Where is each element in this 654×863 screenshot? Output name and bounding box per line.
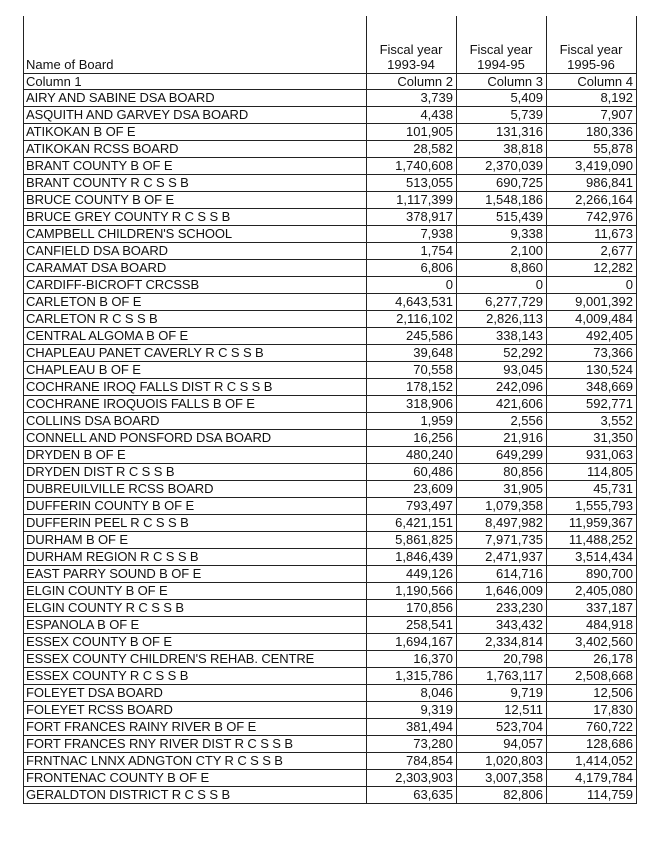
table-row [24,447,637,464]
fy-1994-95-cell: 2,100 [457,243,547,260]
table-row [24,583,637,600]
fy-1995-96-cell: 2,677 [547,243,637,260]
fy-1993-94-cell: 6,421,151 [367,515,457,532]
fy-1995-96-cell: 484,918 [547,617,637,634]
fy-1993-94-cell: 170,856 [367,600,457,617]
fiscal-year-value: 1993-94 [387,57,435,72]
fy-1993-94-cell: 4,438 [367,107,457,124]
fy-1995-96-cell: 1,414,052 [547,753,637,770]
table-row [24,311,637,328]
table-row [24,158,637,175]
column-3-label: Column 3 [457,74,547,90]
table-row [24,634,637,651]
fy-1995-96-cell: 4,179,784 [547,770,637,787]
fy-1994-95-cell: 614,716 [457,566,547,583]
fy-1995-96-cell: 9,001,392 [547,294,637,311]
table-row [24,685,637,702]
fy-1995-96-cell: 1,555,793 [547,498,637,515]
header-row [24,16,637,74]
fiscal-year-heading-1994-95 [457,16,547,74]
table-row [24,209,637,226]
table-row [24,175,637,192]
fy-1995-96-cell: 114,805 [547,464,637,481]
fy-1994-95-cell: 9,719 [457,685,547,702]
fy-1994-95-cell: 3,007,358 [457,770,547,787]
table-row [24,753,637,770]
table-row [24,430,637,447]
table-row [24,736,637,753]
fy-1993-94-cell: 1,959 [367,413,457,430]
board-name-cell: CANFIELD DSA BOARD [24,243,367,260]
fy-1995-96-cell: 3,402,560 [547,634,637,651]
fy-1993-94-cell: 1,315,786 [367,668,457,685]
board-funding-table [23,16,637,804]
fy-1993-94-cell: 63,635 [367,787,457,804]
board-name-cell: COCHRANE IROQ FALLS DIST R C S S B [24,379,367,396]
column-1-label: Column 1 [24,74,367,90]
fy-1993-94-cell: 480,240 [367,447,457,464]
fy-1993-94-cell: 16,256 [367,430,457,447]
fy-1995-96-cell: 55,878 [547,141,637,158]
table-row [24,787,637,804]
board-name-cell: COCHRANE IROQUOIS FALLS B OF E [24,396,367,413]
table-row [24,651,637,668]
fy-1993-94-cell: 3,739 [367,90,457,107]
fy-1993-94-cell: 39,648 [367,345,457,362]
board-name-cell: ESPANOLA B OF E [24,617,367,634]
fy-1994-95-cell: 338,143 [457,328,547,345]
board-name-cell: ATIKOKAN B OF E [24,124,367,141]
fiscal-year-label: Fiscal year [469,42,533,57]
board-name-cell: AIRY AND SABINE DSA BOARD [24,90,367,107]
fy-1995-96-cell: 31,350 [547,430,637,447]
table-row [24,668,637,685]
table-row [24,702,637,719]
fy-1995-96-cell: 130,524 [547,362,637,379]
fy-1995-96-cell: 348,669 [547,379,637,396]
fy-1993-94-cell: 28,582 [367,141,457,158]
table-row [24,107,637,124]
fy-1995-96-cell: 2,508,668 [547,668,637,685]
fy-1993-94-cell: 9,319 [367,702,457,719]
fy-1993-94-cell: 381,494 [367,719,457,736]
column-number-row [24,74,637,90]
fy-1995-96-cell: 760,722 [547,719,637,736]
fy-1993-94-cell: 1,117,399 [367,192,457,209]
fy-1994-95-cell: 649,299 [457,447,547,464]
fy-1993-94-cell: 1,754 [367,243,457,260]
fy-1993-94-cell: 4,643,531 [367,294,457,311]
fy-1993-94-cell: 5,861,825 [367,532,457,549]
fy-1995-96-cell: 8,192 [547,90,637,107]
fy-1994-95-cell: 21,916 [457,430,547,447]
fy-1993-94-cell: 101,905 [367,124,457,141]
fiscal-year-label: Fiscal year [379,42,443,57]
table-row [24,345,637,362]
table-row [24,413,637,430]
fy-1993-94-cell: 1,190,566 [367,583,457,600]
fy-1995-96-cell: 0 [547,277,637,294]
fy-1994-95-cell: 2,826,113 [457,311,547,328]
fy-1993-94-cell: 23,609 [367,481,457,498]
fy-1994-95-cell: 131,316 [457,124,547,141]
fy-1994-95-cell: 7,971,735 [457,532,547,549]
fy-1994-95-cell: 80,856 [457,464,547,481]
fy-1995-96-cell: 11,959,367 [547,515,637,532]
fy-1995-96-cell: 3,514,434 [547,549,637,566]
fy-1993-94-cell: 60,486 [367,464,457,481]
table-row [24,600,637,617]
fy-1994-95-cell: 1,548,186 [457,192,547,209]
board-name-cell: CHAPLEAU PANET CAVERLY R C S S B [24,345,367,362]
board-name-cell: CHAPLEAU B OF E [24,362,367,379]
table-row [24,379,637,396]
fy-1994-95-cell: 5,409 [457,90,547,107]
table-row [24,396,637,413]
fy-1993-94-cell: 1,694,167 [367,634,457,651]
fy-1993-94-cell: 1,740,608 [367,158,457,175]
board-name-cell: DUFFERIN PEEL R C S S B [24,515,367,532]
fy-1995-96-cell: 180,336 [547,124,637,141]
board-name-cell: DURHAM B OF E [24,532,367,549]
table-row [24,243,637,260]
fy-1994-95-cell: 343,432 [457,617,547,634]
table-body [24,90,637,804]
fy-1994-95-cell: 1,763,117 [457,668,547,685]
board-name-cell: ELGIN COUNTY B OF E [24,583,367,600]
fy-1995-96-cell: 3,419,090 [547,158,637,175]
board-name-cell: DRYDEN DIST R C S S B [24,464,367,481]
table-row [24,362,637,379]
table-row [24,549,637,566]
fy-1994-95-cell: 0 [457,277,547,294]
fy-1993-94-cell: 378,917 [367,209,457,226]
board-name-cell: ESSEX COUNTY B OF E [24,634,367,651]
fy-1995-96-cell: 73,366 [547,345,637,362]
table-header [24,16,637,90]
board-name-cell: FORT FRANCES RNY RIVER DIST R C S S B [24,736,367,753]
board-name-cell: BRUCE COUNTY B OF E [24,192,367,209]
table-row [24,141,637,158]
board-name-cell: CARLETON R C S S B [24,311,367,328]
fiscal-year-value: 1994-95 [477,57,525,72]
board-name-cell: ELGIN COUNTY R C S S B [24,600,367,617]
fy-1994-95-cell: 38,818 [457,141,547,158]
fy-1993-94-cell: 0 [367,277,457,294]
fy-1993-94-cell: 6,806 [367,260,457,277]
board-name-cell: DUBREUILVILLE RCSS BOARD [24,481,367,498]
fy-1994-95-cell: 523,704 [457,719,547,736]
board-name-cell: DRYDEN B OF E [24,447,367,464]
fy-1994-95-cell: 421,606 [457,396,547,413]
fy-1994-95-cell: 8,497,982 [457,515,547,532]
fy-1995-96-cell: 114,759 [547,787,637,804]
fy-1994-95-cell: 2,370,039 [457,158,547,175]
board-name-cell: CARDIFF-BICROFT CRCSSB [24,277,367,294]
fy-1993-94-cell: 2,116,102 [367,311,457,328]
board-name-cell: FRONTENAC COUNTY B OF E [24,770,367,787]
fy-1994-95-cell: 20,798 [457,651,547,668]
column-2-label: Column 2 [367,74,457,90]
column-4-label: Column 4 [547,74,637,90]
fy-1995-96-cell: 26,178 [547,651,637,668]
fy-1994-95-cell: 233,230 [457,600,547,617]
fy-1995-96-cell: 7,907 [547,107,637,124]
fy-1994-95-cell: 52,292 [457,345,547,362]
table-row [24,617,637,634]
table-row [24,532,637,549]
fy-1995-96-cell: 592,771 [547,396,637,413]
fy-1995-96-cell: 742,976 [547,209,637,226]
board-name-cell: FOLEYET DSA BOARD [24,685,367,702]
table-row [24,192,637,209]
table-row [24,294,637,311]
board-name-cell: BRANT COUNTY R C S S B [24,175,367,192]
fy-1994-95-cell: 1,079,358 [457,498,547,515]
board-name-cell: DUFFERIN COUNTY B OF E [24,498,367,515]
fy-1995-96-cell: 17,830 [547,702,637,719]
board-name-cell: COLLINS DSA BOARD [24,413,367,430]
fy-1995-96-cell: 890,700 [547,566,637,583]
fy-1993-94-cell: 245,586 [367,328,457,345]
fy-1993-94-cell: 73,280 [367,736,457,753]
board-name-cell: BRUCE GREY COUNTY R C S S B [24,209,367,226]
board-name-cell: CAMPBELL CHILDREN'S SCHOOL [24,226,367,243]
table-row [24,719,637,736]
board-name-cell: CENTRAL ALGOMA B OF E [24,328,367,345]
board-name-cell: EAST PARRY SOUND B OF E [24,566,367,583]
fy-1993-94-cell: 7,938 [367,226,457,243]
board-name-cell: CARLETON B OF E [24,294,367,311]
fy-1995-96-cell: 11,673 [547,226,637,243]
fy-1995-96-cell: 3,552 [547,413,637,430]
table-row [24,124,637,141]
table-row [24,226,637,243]
fy-1994-95-cell: 690,725 [457,175,547,192]
fy-1995-96-cell: 492,405 [547,328,637,345]
fy-1994-95-cell: 2,471,937 [457,549,547,566]
fy-1995-96-cell: 4,009,484 [547,311,637,328]
fy-1993-94-cell: 70,558 [367,362,457,379]
fy-1995-96-cell: 986,841 [547,175,637,192]
fiscal-year-label: Fiscal year [559,42,623,57]
board-name-cell: CARAMAT DSA BOARD [24,260,367,277]
fy-1994-95-cell: 31,905 [457,481,547,498]
fy-1994-95-cell: 93,045 [457,362,547,379]
fy-1994-95-cell: 2,334,814 [457,634,547,651]
fy-1994-95-cell: 6,277,729 [457,294,547,311]
board-name-cell: FORT FRANCES RAINY RIVER B OF E [24,719,367,736]
table-row [24,464,637,481]
fy-1994-95-cell: 515,439 [457,209,547,226]
fy-1994-95-cell: 94,057 [457,736,547,753]
fy-1995-96-cell: 337,187 [547,600,637,617]
board-name-cell: ESSEX COUNTY CHILDREN'S REHAB. CENTRE [24,651,367,668]
fy-1994-95-cell: 242,096 [457,379,547,396]
fy-1995-96-cell: 2,266,164 [547,192,637,209]
table-row [24,90,637,107]
fy-1995-96-cell: 2,405,080 [547,583,637,600]
board-funding-table-page [23,16,636,804]
board-name-cell: ASQUITH AND GARVEY DSA BOARD [24,107,367,124]
fy-1995-96-cell: 128,686 [547,736,637,753]
fy-1993-94-cell: 2,303,903 [367,770,457,787]
fy-1994-95-cell: 12,511 [457,702,547,719]
table-row [24,566,637,583]
fy-1993-94-cell: 793,497 [367,498,457,515]
fy-1995-96-cell: 12,506 [547,685,637,702]
fy-1994-95-cell: 2,556 [457,413,547,430]
board-name-cell: DURHAM REGION R C S S B [24,549,367,566]
fy-1994-95-cell: 1,020,803 [457,753,547,770]
fy-1994-95-cell: 9,338 [457,226,547,243]
fy-1994-95-cell: 8,860 [457,260,547,277]
fy-1993-94-cell: 318,906 [367,396,457,413]
fy-1993-94-cell: 449,126 [367,566,457,583]
fy-1994-95-cell: 82,806 [457,787,547,804]
fy-1993-94-cell: 16,370 [367,651,457,668]
fy-1993-94-cell: 1,846,439 [367,549,457,566]
fy-1993-94-cell: 258,541 [367,617,457,634]
fy-1995-96-cell: 12,282 [547,260,637,277]
board-name-cell: BRANT COUNTY B OF E [24,158,367,175]
fy-1993-94-cell: 513,055 [367,175,457,192]
board-name-cell: ESSEX COUNTY R C S S B [24,668,367,685]
board-name-cell: ATIKOKAN RCSS BOARD [24,141,367,158]
table-row [24,277,637,294]
fy-1995-96-cell: 931,063 [547,447,637,464]
table-row [24,770,637,787]
fy-1994-95-cell: 5,739 [457,107,547,124]
board-name-cell: CONNELL AND PONSFORD DSA BOARD [24,430,367,447]
fy-1995-96-cell: 11,488,252 [547,532,637,549]
fy-1995-96-cell: 45,731 [547,481,637,498]
fiscal-year-value: 1995-96 [567,57,615,72]
board-name-cell: FOLEYET RCSS BOARD [24,702,367,719]
fy-1994-95-cell: 1,646,009 [457,583,547,600]
board-name-cell: FRNTNAC LNNX ADNGTON CTY R C S S B [24,753,367,770]
board-name-cell: GERALDTON DISTRICT R C S S B [24,787,367,804]
table-row [24,515,637,532]
fiscal-year-heading-1993-94 [367,16,457,74]
name-of-board-heading: Name of Board [24,16,367,74]
table-row [24,481,637,498]
table-row [24,498,637,515]
fy-1993-94-cell: 8,046 [367,685,457,702]
table-row [24,328,637,345]
fy-1993-94-cell: 178,152 [367,379,457,396]
fiscal-year-heading-1995-96 [547,16,637,74]
table-row [24,260,637,277]
fy-1993-94-cell: 784,854 [367,753,457,770]
